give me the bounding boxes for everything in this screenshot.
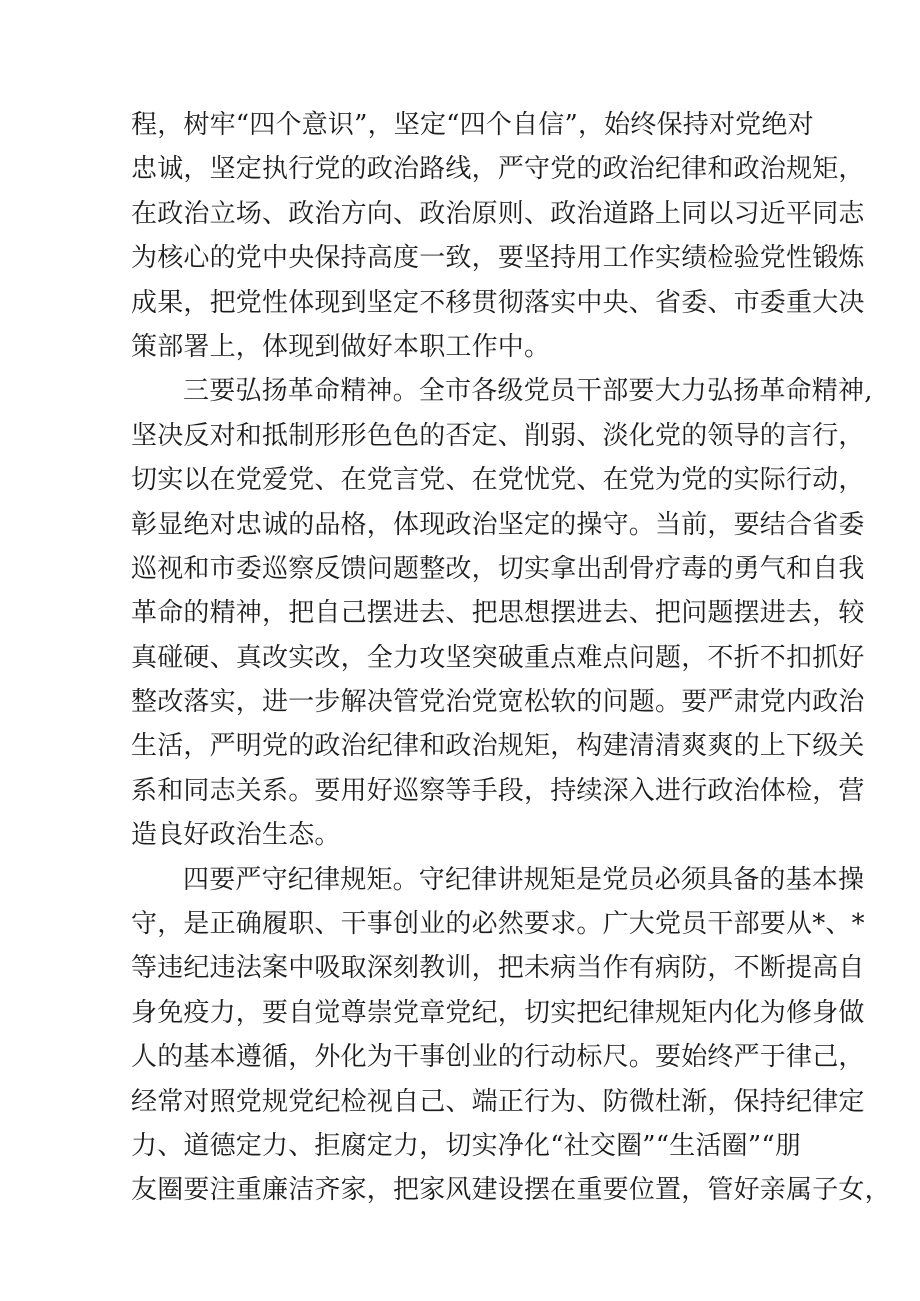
text-line: 等违纪违法案中吸取深刻教训，把未病当作有病防，不断提高自 [131,953,865,984]
text-line: 三要弘扬革命精神。全市各级党员干部要大力弘扬革命精神, [183,376,873,407]
text-line: 程，树牢“四个意识”，坚定“四个自信”，始终保持对党绝对 [131,110,814,140]
document-body [131,103,891,1213]
text-line: 巡视和市委巡察反馈问题整改，切实拿出刮骨疗毒的勇气和自我 [131,553,865,584]
text-line: 整改落实，进一步解决管党治党宽松软的问题。要严肃党内政治 [131,687,865,718]
text-line: 彰显绝对忠诚的品格，体现政治坚定的操守。当前，要结合省委 [131,509,865,540]
text-line: 经常对照党规党纪检视自己、端正行为、防微杜渐，保持纪律定 [131,1086,865,1117]
text-line: 策部署上，体现到做好本职工作中。 [131,331,551,362]
text-line: 成果，把党性体现到坚定不移贯彻落实中央、省委、市委重大决 [131,287,865,318]
text-line: 守，是正确履职、干事创业的必然要求。广大党员干部要从*、* [131,909,865,940]
text-line: 友圈要注重廉洁齐家，把家风建设摆在重要位置，管好亲属子女， [131,1175,891,1206]
text-line: 忠诚，坚定执行党的政治路线，严守党的政治纪律和政治规矩， [131,154,865,185]
text-line: 坚决反对和抵制形形色色的否定、削弱、淡化党的领导的言行， [131,420,865,451]
text-line: 切实以在党爱党、在党言党、在党忧党、在党为党的实际行动， [131,465,865,496]
text-line: 系和同志关系。要用好巡察等手段，持续深入进行政治体检，营 [131,775,865,806]
text-line: 人的基本遵循，外化为干事创业的行动标尺。要始终严于律己， [131,1042,865,1073]
text-line: 在政治立场、政治方向、政治原则、政治道路上同以习近平同志 [131,198,865,229]
text-line: 力、道德定力、拒腐定力，切实净化“社交圈”“生活圈”“朋 [131,1130,802,1161]
paragraph-2 [131,369,873,857]
paragraph-3 [131,858,891,1213]
text-line: 真碰硬、真改实改，全力攻坚突破重点难点问题，不折不扣抓好 [131,642,865,673]
text-line: 为核心的党中央保持高度一致，要坚持用工作实绩检验党性锻炼 [131,243,865,274]
text-line: 身免疫力，要自觉尊崇党章党纪，切实把纪律规矩内化为修身做 [131,997,865,1028]
text-line: 生活，严明党的政治纪律和政治规矩，构建清清爽爽的上下级关 [131,731,865,762]
text-line: 革命的精神，把自己摆进去、把思想摆进去、把问题摆进去，较 [131,598,865,629]
paragraph-1 [131,103,865,369]
text-line: 造良好政治生态。 [131,820,341,851]
text-line: 四要严守纪律规矩。守纪律讲规矩是党员必须具备的基本操 [183,864,865,895]
